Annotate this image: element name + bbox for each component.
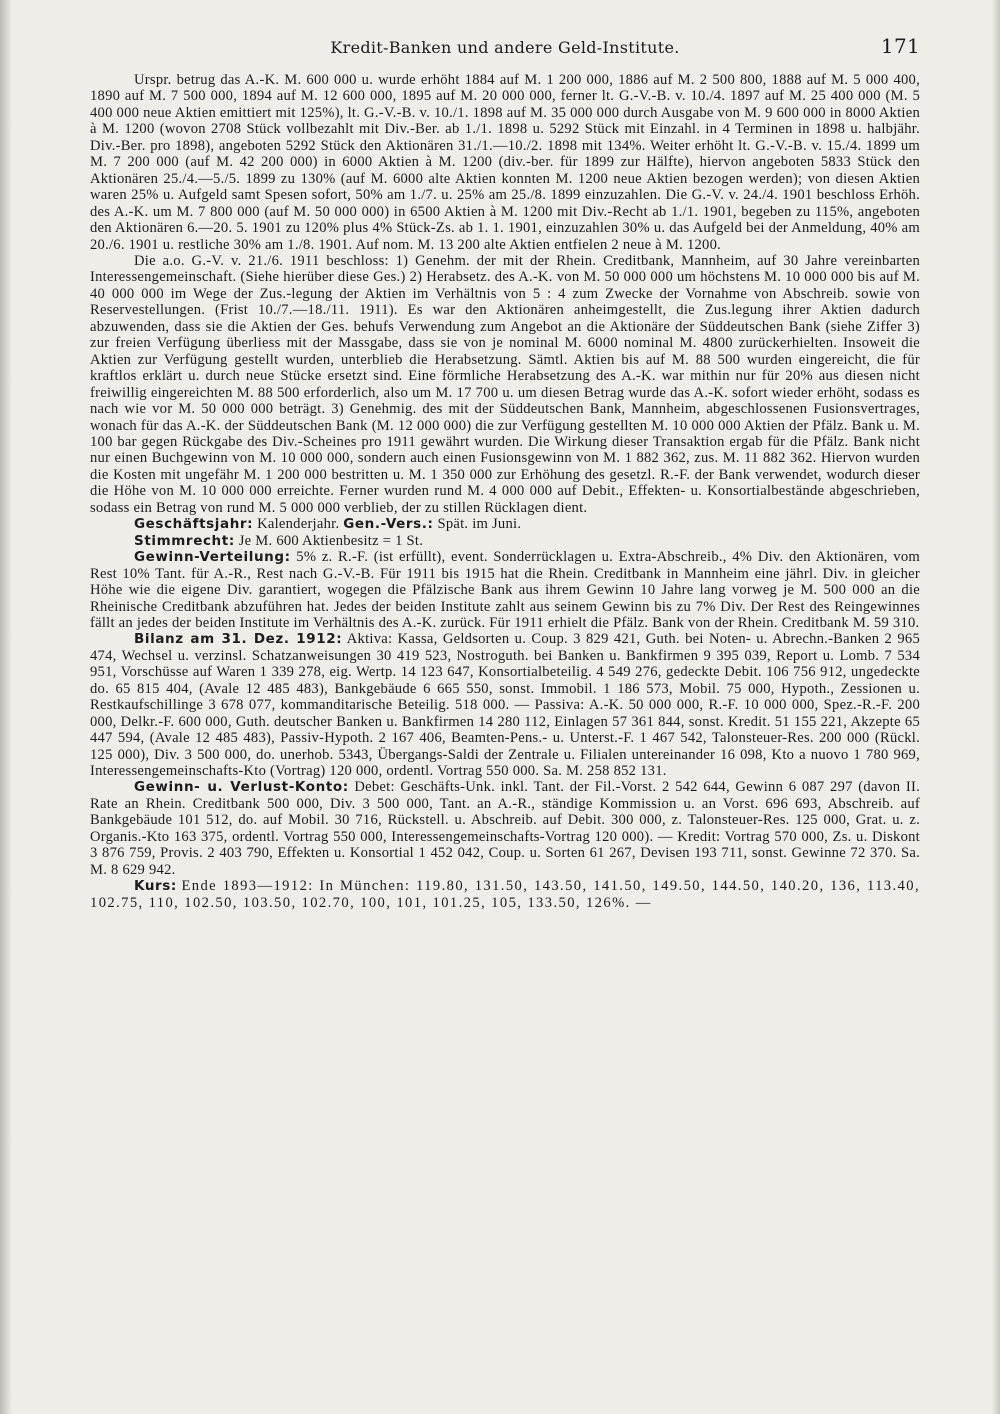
paragraph-kapital: Urspr. betrug das A.-K. M. 600 000 u. wurde erhöht 1884 auf M. 1 200 000, 1886 auf M. 2 500 800, 1888 auf M. 5 000 400, 1890 auf M. 7 500 000, 1894 auf M. 12 600 000, 1895 auf M. 20 000 000, ferner lt. G.-V.-B. v. 10./4. 1897 auf M. 25 400 000 (M. 5 400 000 neue Aktien emittiert mit 125%), lt. G.-V.-B. v. 10./1. 1898 auf M. 35 000 000 durch Ausgabe von M. 9 600 000 in 8000 Aktien à M. 1200 (wovon 2708 Stück vollbezahlt mit Div.-Ber. ab 1./1. 1898 u. 5292 Stück mit Einzahl. in 4 Terminen in 1898 u. halbjähr. Div.-Ber. pro 1898), angeboten 5292 Stück den Aktionären 31./1.—10./2. 1898 mit 134%. Weiter erhöht lt. G.-V.-B. v. 15./4. 1899 um M. 7 200 000 (auf M. 42 200 000) in 6000 Aktien à M. 1200 (div.-ber. für 1899 zur Hälfte), hiervon angeboten 5833 Stück den Aktionären 25./4.—5./5. 1899 zu 130% (auf M. 6000 alte Aktien konnten M. 1200 neue Aktien bezogen werden); von diesen Aktien waren 25% u. Aufgeld samt Spesen sofort, 50% am 1./7. u. 25% am 25./8. 1899 einzuzahlen. Die G.-V. v. 24./4. 1901 beschloss Erhöh. des A.-K. um M. 7 800 000 (auf M. 50 000 000) in 6500 Aktien à M. 1200 mit Div.-Recht ab 1./1. 1901, begeben zu 115%, angeboten den Aktionären 6.—20. 5. 1901 zu 120% plus 4% Stück-Zs. ab 1. 1. 1901, einzuzahlen 30% u. das Aufgeld bei der Anmeldung, 40% am 20./6. 1901 u. restliche 30% am 1./8. 1901. Auf nom. M. 13 200 alte Aktien entfielen 2 neue à M. 1200. [90,72,920,253]
paragraph-gv-1911: Die a.o. G.-V. v. 21./6. 1911 beschloss: 1) Genehm. der mit der Rhein. Creditbank, Mannheim, auf 30 Jahre vereinbarten Interessengemeinschaft. (Siehe hierüber diese Ges.) 2) Herabsetz. des A.-K. von M. 50 000 000 um höchstens M. 10 000 000 bis auf M. 40 000 000 im Wege der Zus.-legung der Aktien im Verhältnis von 5 : 4 zum Zwecke der Vornahme von Abschreib. sowie von Reservestellungen. (Frist 10./7.—18./11. 1911). Es war den Aktionären anheimgestellt, die Zus.legung ihrer Aktien dadurch abzuwenden, dass sie die Aktien der Ges. behufs Verwendung zum Angebot an die Aktionäre der Süddeutschen Bank (siehe Ziffer 3) zur freien Verfügung überliess mit der Massgabe, dass sie von je nominal M. 6000 nominal M. 4800 zurückerhielten. Insoweit die Aktien zur Verfügung gestellt wurden, unterblieb die Herabsetzung. Sämtl. Aktien bis auf M. 88 500 wurden eingereicht, die für kraftlos erklärt u. durch neue Stücke ersetzt sind. Eine förmliche Herabsetzung des A.-K. war mithin nur für 20% aus diesen nicht freiwillig eingereichten M. 88 500 erforderlich, also um M. 17 700 u. um diesen Betrag wurde das A.-K. sofort wieder erhöht, sodass es nach wie vor M. 50 000 000 beträgt. 3) Genehmig. des mit der Süddeutschen Bank, Mannheim, abgeschlossenen Fusionsvertrages, wonach für das A.-K. der Süddeutschen Bank (M. 12 000 000) die zur Verfügung gestellten M. 10 000 000 Aktien der Pfälz. Bank u. M. 100 bar gegen Rückgabe des Div.-Scheines pro 1911 gewährt wurden. Die Wirkung dieser Transaktion ergab für die Pfälz. Bank nicht nur einen Buchgewinn von M. 10 000 000, sondern auch einen Fusionsgewinn von M. 1 882 362, zus. M. 11 882 362. Hiervon wurden die Kosten mit ungefähr M. 1 200 000 bestritten u. M. 1 350 000 zur Erhöhung des gesetzl. R.-F. der Bank verwendet, wodurch dieser die Höhe von M. 10 000 000 erreichte. Ferner wurden rund M. 4 000 000 auf Debit., Effekten- u. Konsortialbestände abgeschrieben, sodass ein Betrag von rund M. 5 000 000 verblieb, der zu stillen Rücklagen dient. [90,252,920,516]
paragraph-bilanz [90,631,920,779]
geschaeftsjahr-label: Geschäftsjahr: [134,516,254,533]
page-number: 171 [880,34,920,58]
paragraph-geschaeftsjahr [90,516,920,532]
bilanz-label: Bilanz am 31. Dez. 1912: [134,631,343,648]
bilanz-text: Aktiva: Kassa, Geldsorten u. Coup. 3 829 421, Guth. bei Noten- u. Abrechn.-Banken 2 965 474, Wechsel u. verzinsl. Schatzanweisungen 30 419 523, Nostroguth. bei Banken u. Bankfirmen 9 395 039, Report u. Lomb. 7 534 951, Vorschüsse auf Waren 1 339 278, eig. Wertp. 14 123 647, Konsortialbeteilig. 4 549 276, gedeckte Debit. 106 756 912, ungedeckte do. 65 815 404, (Avale 12 485 483), Bankgebäude 6 665 550, sonst. Immobil. 1 186 573, Mobil. 75 000, Hypoth., Zessionen u. Restkaufschillinge 3 678 077, kommanditarische Beteilig. 518 000. — Passiva: A.-K. 50 000 000, R.-F. 10 000 000, Spez.-R.-F. 200 000, Delkr.-F. 600 000, Guth. deutscher Banken u. Bankfirmen 14 280 112, Einlagen 57 361 844, sonst. Kredit. 51 155 221, Akzepte 65 447 594, (Avale 12 485 483), Passiv-Hypoth. 2 167 406, Beamten-Pens.- u. Unterst.-F. 1 467 542, Talonsteuer-Res. 200 000 (Rückl. 125 000), Div. 3 500 000, do. unerhob. 5343, Übergangs-Saldi der Zentrale u. Filialen untereinander 16 098, Kto a nuovo 1 780 969, Interessengemeinschafts-Kto (Vortrag) 120 000, ordentl. Vortrag 550 000. Sa. M. 258 852 131. [90,631,921,780]
body-text [90,72,920,911]
gen-vers-text: Spät. im Juni. [437,516,522,533]
paragraph-stimmrecht [90,533,920,549]
stimmrecht-label: Stimmrecht: [134,532,235,549]
geschaeftsjahr-text: Kalenderjahr. [257,516,340,533]
paragraph-gewinn-verteilung [90,549,920,631]
page-header [90,34,920,68]
scan-edge-right [992,0,1000,1414]
document-page [90,34,921,911]
guv-label: Gewinn- u. Verlust-Konto: [134,779,349,796]
gen-vers-label: Gen.-Vers.: [343,516,434,533]
stimmrecht-text: Je M. 600 Aktienbesitz = 1 St. [238,532,424,549]
kurs-text: Ende 1893—1912: In München: 119.80, 131.50, 143.50, 141.50, 149.50, 144.50, 140.20, 136, 113.40, 102.75, 110, 102.50, 103.50, 102.70, 100, 101, 101.25, 105, 133.50, 126%. — [90,878,920,911]
gewinn-verteilung-label: Gewinn-Verteilung: [134,549,291,566]
gewinn-verteilung-text: 5% z. R.-F. (ist erfüllt), event. Sonderrücklagen u. Extra-Abschreib., 4% Div. den Aktionären, vom Rest 10% Tant. für A.-R., Rest nach G.-V.-B. Für 1911 bis 1915 hat die Rhein. Creditbank in Mannheim eine jährl. Div. in gleicher Höhe wie die eigene Div. garantiert, wogegen die Pfälzische Bank aus ihrem Gewinn 10 Jahre lang vorweg je M. 500 000 an die Rheinische Creditbank abzuführen hat. Jedes der beiden Institute zahlt aus seinem Gewinn bis zu 7% Div. Der Rest des Reingewinnes fällt an jedes der beiden Institute im Verhältnis des A.-K. zurück. Für 1911 erhielt die Pfälz. Bank von der Rhein. Creditbank M. 59 310. [90,549,920,631]
kurs-label: Kurs: [134,878,177,895]
running-title: Kredit-Banken und andere Geld-Institute. [330,38,680,57]
paragraph-gewinn-verlust-konto [90,779,920,878]
paragraph-kurs [90,878,920,911]
scan-edge-left [0,0,12,1414]
guv-text: Debet: Geschäfts-Unk. inkl. Tant. der Fil.-Vorst. 2 542 644, Gewinn 6 087 297 (davon II. Rate an Rhein. Creditbank 500 000, Div. 3 500 000, Tant. an A.-R., ständige Kommission u. an Vorst. 696 693, Abschreib. auf Bankgebäude 101 512, do. auf Mobil. 30 716, Rückstell. u. Abschreib. auf Debit. 300 000, z. Talonsteuer-Res. 125 000, Grat. u. z. Organis.-Kto 163 375, ordentl. Vortrag 550 000, Interessengemeinschafts-Vortrag 120 000). — Kredit: Vortrag 570 000, Zs. u. Diskont 3 876 759, Provis. 2 403 790, Effekten u. Konsortial 1 452 042, Coup. u. Sorten 61 267, Devisen 193 711, sonst. Gewinne 72 370. Sa. M. 8 629 942. [90,779,921,878]
